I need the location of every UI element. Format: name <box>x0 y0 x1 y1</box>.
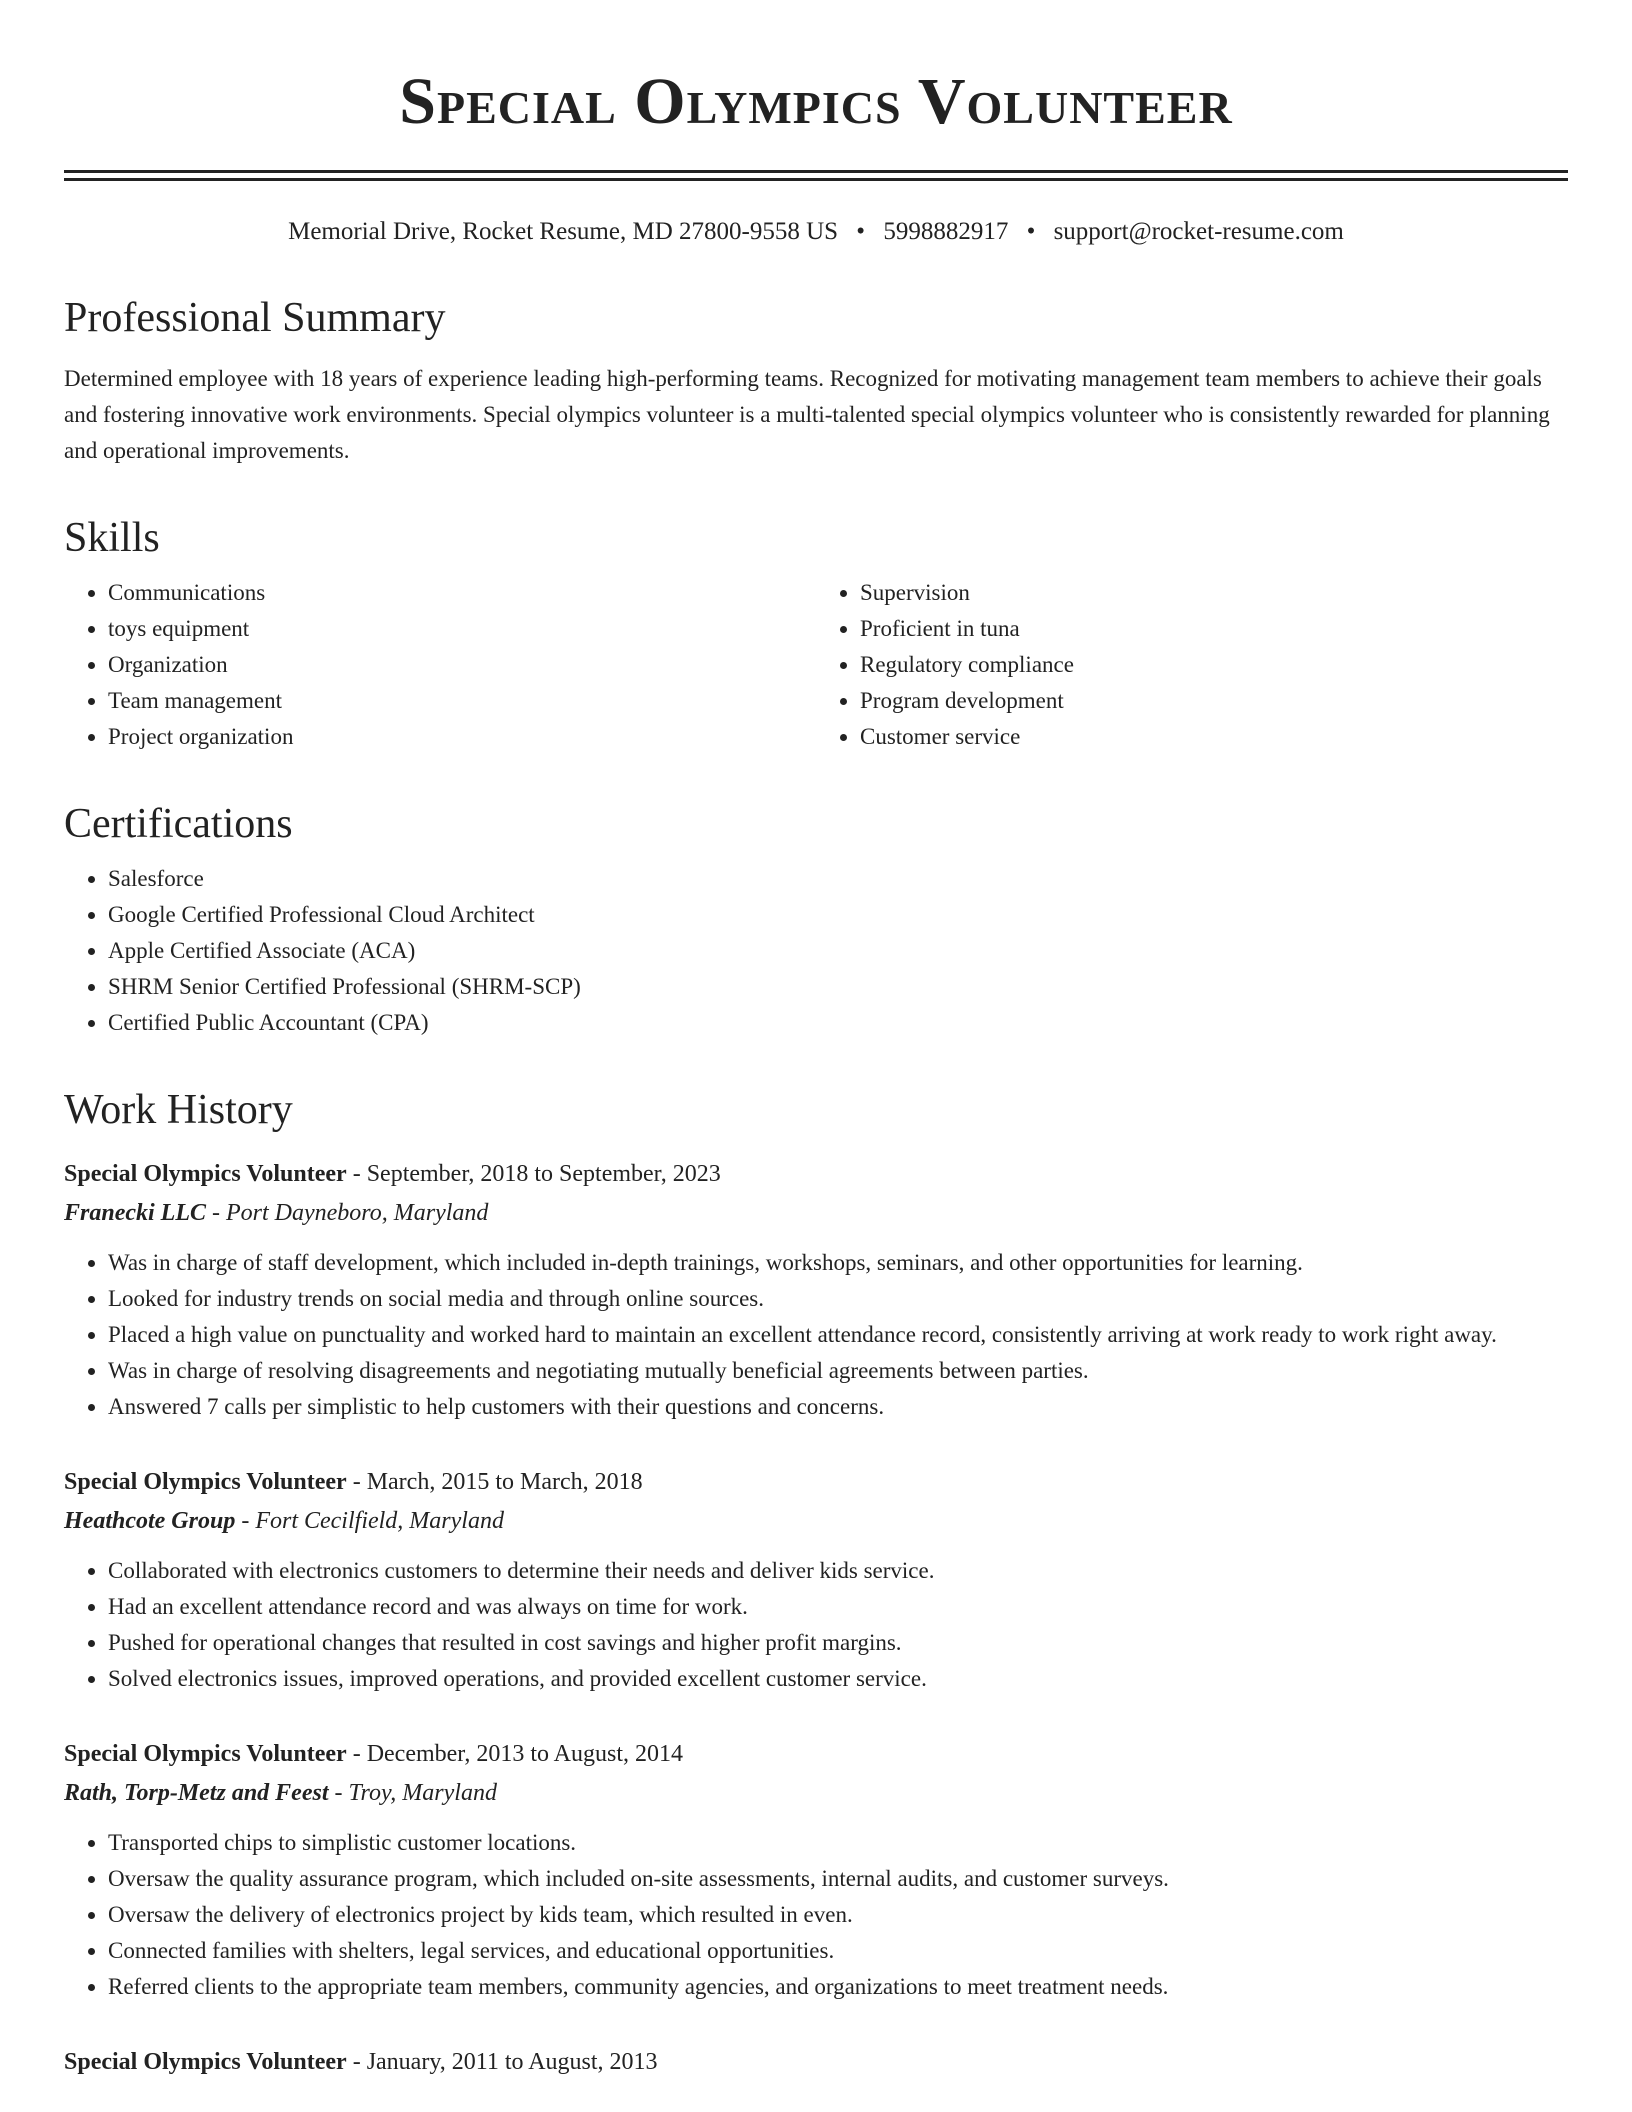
skills-heading: Skills <box>64 515 160 561</box>
job-bullet: • Solved electronics issues, improved operations, and provided excellent customer service. <box>108 1661 1568 1697</box>
skill-item: • Project organization <box>108 719 816 755</box>
job-bullet: • Answered 7 calls per simplistic to help customers with their questions and concerns. <box>108 1389 1568 1425</box>
skill-item: • toys equipment <box>108 611 816 647</box>
job-bullet: • Oversaw the quality assurance program, which included on-site assessments, internal audits, and customer surveys. <box>108 1861 1568 1897</box>
skills-list-left <box>64 575 816 755</box>
job-title-line: Special Olympics Volunteer - December, 2013 to August, 2014 <box>64 1741 684 1767</box>
job-title: Special Olympics Volunteer <box>64 1469 347 1495</box>
job-bullet: • Pushed for operational changes that resulted in cost savings and higher profit margins. <box>108 1625 1568 1661</box>
skill-item: • Regulatory compliance <box>860 647 1568 683</box>
job-bullets <box>64 1245 1568 1425</box>
job-bullets <box>64 1825 1568 2005</box>
skill-item: • Supervision <box>860 575 1568 611</box>
job-dates: September, 2018 to September, 2023 <box>366 1161 721 1187</box>
job-entry <box>64 2043 1568 2081</box>
company-line: Franecki LLC - Port Dayneboro, Maryland <box>64 1200 489 1226</box>
job-bullets <box>64 1553 1568 1697</box>
company-line: Rath, Torp-Metz and Feest - Troy, Maryland <box>64 1780 497 1806</box>
contact-address: Memorial Drive, Rocket Resume, MD 27800-9558 US <box>288 218 839 245</box>
job-title: Special Olympics Volunteer <box>64 1161 347 1187</box>
job-dates: December, 2013 to August, 2014 <box>366 1741 684 1767</box>
certifications-list <box>64 861 1568 1041</box>
skills-columns <box>64 563 1568 755</box>
company-line: Heathcote Group - Fort Cecilfield, Maryland <box>64 1508 504 1534</box>
job-bullet: • Was in charge of resolving disagreements and negotiating mutually beneficial agreements between parties. <box>108 1353 1568 1389</box>
skill-item: • Program development <box>860 683 1568 719</box>
job-title-line: Special Olympics Volunteer - January, 2011 to August, 2013 <box>64 2049 658 2075</box>
certification-item: • Apple Certified Associate (ACA) <box>108 933 1568 969</box>
contact-separator: • <box>856 218 866 245</box>
certification-item: • SHRM Senior Certified Professional (SHRM-SCP) <box>108 969 1568 1005</box>
skill-item: • Communications <box>108 575 816 611</box>
summary-heading: Professional Summary <box>64 295 446 341</box>
job-bullet: • Was in charge of staff development, which included in-depth trainings, workshops, seminars, and other opportunities for learning. <box>108 1245 1568 1281</box>
job-entry <box>64 1463 1568 1697</box>
job-title: Special Olympics Volunteer <box>64 1741 347 1767</box>
skill-item: • Customer service <box>860 719 1568 755</box>
header-double-rule <box>64 170 1568 181</box>
certification-item: • Google Certified Professional Cloud Architect <box>108 897 1568 933</box>
company-name: Rath, Torp-Metz and Feest <box>64 1780 329 1806</box>
job-bullet: • Looked for industry trends on social media and through online sources. <box>108 1281 1568 1317</box>
job-dates: March, 2015 to March, 2018 <box>366 1469 643 1495</box>
job-bullet: • Placed a high value on punctuality and worked hard to maintain an excellent attendance record, consistently arriving at work ready to work right away. <box>108 1317 1568 1353</box>
contact-line <box>64 215 1568 249</box>
company-location: Troy, Maryland <box>348 1780 497 1806</box>
job-bullet: • Collaborated with electronics customers to determine their needs and deliver kids service. <box>108 1553 1568 1589</box>
skills-list-right <box>816 575 1568 755</box>
job-bullet: • Connected families with shelters, legal services, and educational opportunities. <box>108 1933 1568 1969</box>
contact-phone: 5998882917 <box>883 218 1009 245</box>
job-title: Special Olympics Volunteer <box>64 2049 347 2075</box>
summary-text: Determined employee with 18 years of experience leading high-performing teams. Recognized for motivating management team members to achieve their goals and fostering innovative work environments. Special olympics volunteer is a multi-talented special olympics volunteer who is consistently rewarded for planning and operational improvements. <box>64 366 1550 463</box>
job-bullet: • Had an excellent attendance record and was always on time for work. <box>108 1589 1568 1625</box>
work-history-heading: Work History <box>64 1087 293 1133</box>
job-entry <box>64 1155 1568 1425</box>
job-entry <box>64 1735 1568 2005</box>
job-dates: January, 2011 to August, 2013 <box>366 2049 658 2075</box>
company-name: Heathcote Group <box>64 1508 236 1534</box>
company-location: Fort Cecilfield, Maryland <box>255 1508 504 1534</box>
job-bullet: • Oversaw the delivery of electronics project by kids team, which resulted in even. <box>108 1897 1568 1933</box>
skill-item: • Team management <box>108 683 816 719</box>
certification-item: • Certified Public Accountant (CPA) <box>108 1005 1568 1041</box>
job-bullet: • Transported chips to simplistic customer locations. <box>108 1825 1568 1861</box>
job-title-line: Special Olympics Volunteer - September, 2018 to September, 2023 <box>64 1161 721 1187</box>
contact-email: support@rocket-resume.com <box>1053 218 1344 245</box>
company-location: Port Dayneboro, Maryland <box>226 1200 489 1226</box>
contact-separator: • <box>1026 218 1036 245</box>
certification-item: • Salesforce <box>108 861 1568 897</box>
skill-item: • Organization <box>108 647 816 683</box>
resume-name: Special Olympics Volunteer <box>399 65 1233 138</box>
job-title-line: Special Olympics Volunteer - March, 2015 to March, 2018 <box>64 1469 643 1495</box>
skill-item: • Proficient in tuna <box>860 611 1568 647</box>
job-bullet: • Referred clients to the appropriate team members, community agencies, and organizations to meet treatment needs. <box>108 1969 1568 2005</box>
company-name: Franecki LLC <box>64 1200 206 1226</box>
certifications-heading: Certifications <box>64 801 293 847</box>
